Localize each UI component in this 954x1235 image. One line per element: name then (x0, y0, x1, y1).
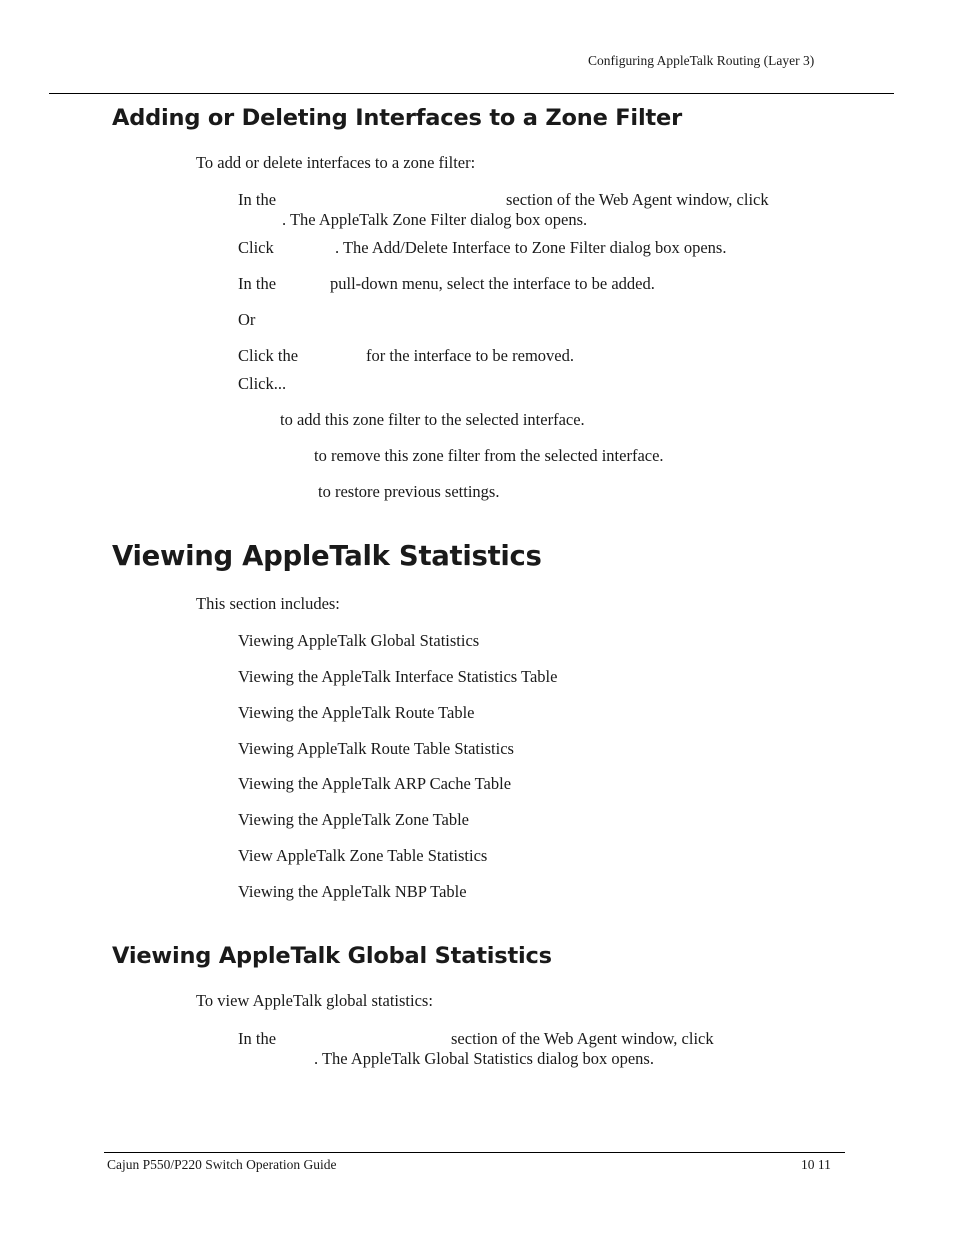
list-item: View AppleTalk Zone Table Statistics (238, 846, 488, 865)
zf-step4: Click... (238, 374, 287, 393)
running-header: Configuring AppleTalk Routing (Layer 3) (588, 53, 815, 68)
zf-or: Or (238, 310, 256, 329)
zf-step1-a: In the (238, 190, 277, 209)
global-statistics-intro: To view AppleTalk global statistics: (196, 991, 433, 1010)
list-item: Viewing the AppleTalk Route Table (238, 703, 475, 722)
zf-option-add: to add this zone filter to the selected interface. (280, 410, 585, 429)
footer-rule (104, 1152, 845, 1153)
zf-step1-b: section of the Web Agent window, click (506, 190, 769, 209)
section-heading-global-statistics: Viewing AppleTalk Global Statistics (112, 943, 552, 969)
list-item: Viewing AppleTalk Global Statistics (238, 631, 480, 650)
statistics-intro: This section includes: (196, 594, 340, 613)
gs-step1-b: section of the Web Agent window, click (451, 1029, 714, 1048)
zf-step3-a: In the (238, 274, 277, 293)
section-heading-statistics: Viewing AppleTalk Statistics (112, 540, 542, 572)
list-item: Viewing the AppleTalk ARP Cache Table (238, 774, 512, 793)
zf-option-restore: to restore previous settings. (318, 482, 500, 501)
zf-step3b-b: for the interface to be removed. (366, 346, 574, 365)
zf-step3-b: pull-down menu, select the interface to be added. (330, 274, 655, 293)
zf-step2-a: Click (238, 238, 274, 257)
zf-step1-line2: . The AppleTalk Zone Filter dialog box opens. (282, 210, 588, 229)
page-number: 10 11 (801, 1157, 831, 1172)
zf-step3b-a: Click the (238, 346, 299, 365)
list-item: Viewing the AppleTalk NBP Table (238, 882, 467, 901)
zf-option-remove: to remove this zone filter from the selected interface. (314, 446, 664, 465)
section-heading-zone-filter: Adding or Deleting Interfaces to a Zone Filter (112, 105, 682, 131)
zf-step2-b: . The Add/Delete Interface to Zone Filter dialog box opens. (335, 238, 727, 257)
gs-step1-a: In the (238, 1029, 277, 1048)
list-item: Viewing the AppleTalk Interface Statistics Table (238, 667, 558, 686)
list-item: Viewing AppleTalk Route Table Statistics (238, 739, 514, 758)
gs-step1-line2: . The AppleTalk Global Statistics dialog box opens. (314, 1049, 654, 1068)
list-item: Viewing the AppleTalk Zone Table (238, 810, 469, 829)
header-rule (49, 93, 894, 94)
zone-filter-intro: To add or delete interfaces to a zone filter: (196, 153, 476, 172)
footer-title: Cajun P550/P220 Switch Operation Guide (107, 1157, 337, 1172)
